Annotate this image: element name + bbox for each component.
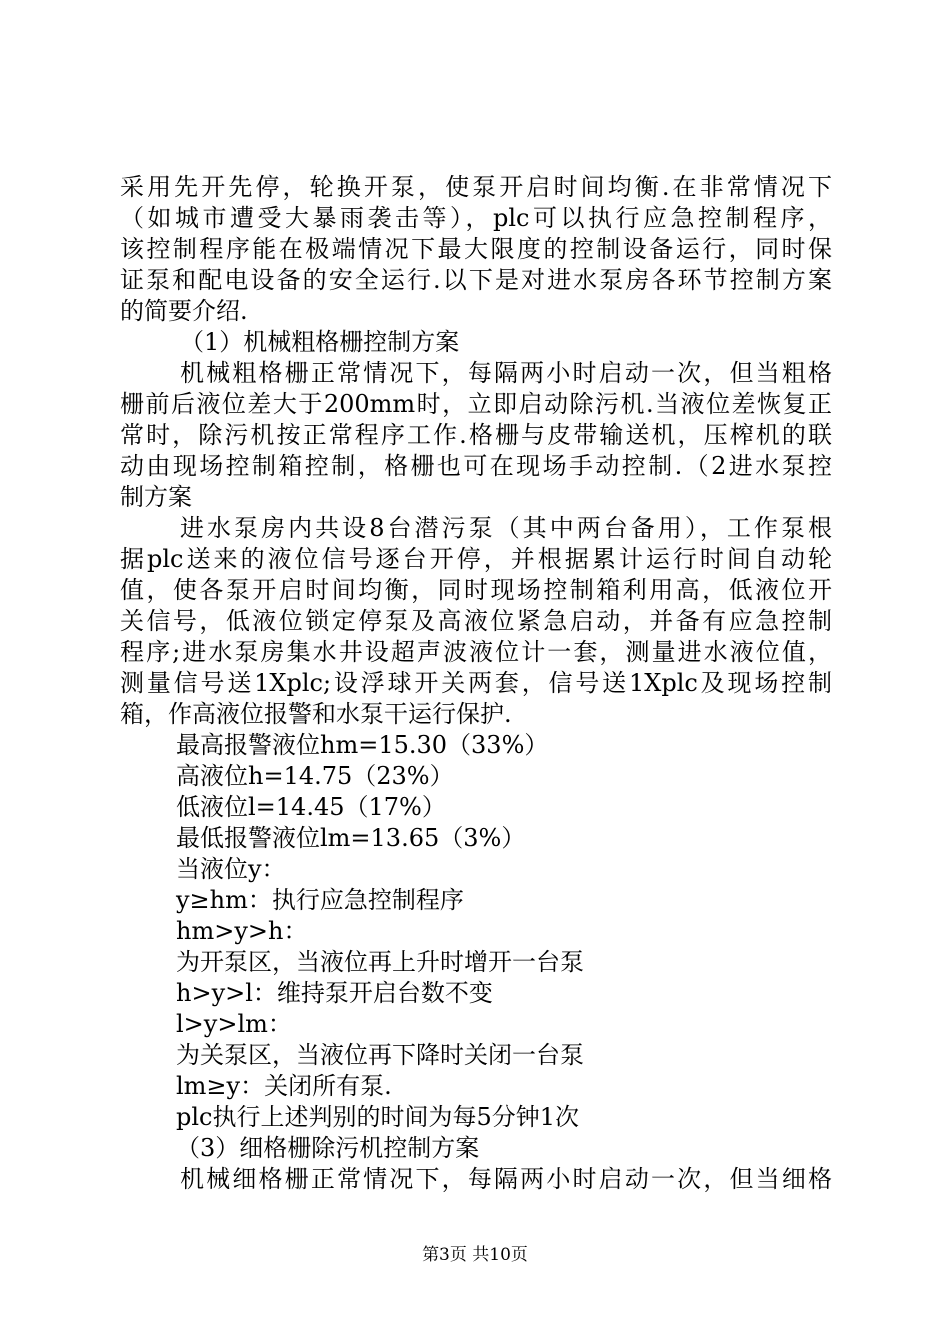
- condition-line: h>y>l：维持泵开启台数不变: [176, 979, 493, 1007]
- condition-line: l>y>lm：: [176, 1010, 292, 1038]
- page-number-footer: 第3页 共10页: [422, 1245, 528, 1265]
- text-line: 采用先开先停，轮换开泵，使泵开启时间均衡.在非常情况下: [120, 173, 832, 201]
- text-line: 栅前后液位差大于200mm时，立即启动除污机.当液位差恢复正: [120, 390, 832, 418]
- text-line: 关信号，低液位锁定停泵及高液位紧急启动，并备有应急控制: [120, 607, 832, 635]
- level-item: 低液位l=14.45（17%）: [176, 793, 446, 821]
- level-item: 最低报警液位lm=13.65（3%）: [176, 824, 526, 852]
- text-line: 程序;进水泵房集水井设超声波液位计一套，测量进水液位值，: [120, 638, 832, 666]
- text-line: （如城市遭受大暴雨袭击等），plc可以执行应急控制程序，: [120, 204, 832, 232]
- document-body: [120, 172, 832, 1195]
- text-line: 证泵和配电设备的安全运行.以下是对进水泵房各环节控制方案: [120, 266, 832, 294]
- section-heading: （3）细格栅除污机控制方案: [176, 1134, 480, 1162]
- condition-line: 为开泵区，当液位再上升时增开一台泵: [176, 948, 584, 976]
- text-line: 值，使各泵开启时间均衡，同时现场控制箱利用高，低液位开: [120, 576, 832, 604]
- section-heading: （1）机械粗格栅控制方案: [180, 328, 460, 356]
- text-line: 机械细格栅正常情况下，每隔两小时启动一次，但当细格: [180, 1165, 832, 1193]
- text-line: 箱，作高液位报警和水泵干运行保护.: [120, 700, 512, 728]
- text-line: 测量信号送1Xplc;设浮球开关两套，信号送1Xplc及现场控制: [120, 669, 832, 697]
- level-item: 最高报警液位hm=15.30（33%）: [176, 731, 549, 759]
- text-line: 的简要介绍.: [120, 297, 248, 325]
- text-line: 动由现场控制箱控制，格栅也可在现场手动控制.（2进水泵控: [120, 452, 832, 480]
- text-line: 制方案: [120, 483, 192, 511]
- text-line: 机械粗格栅正常情况下，每隔两小时启动一次，但当粗格: [180, 359, 832, 387]
- condition-line: y≥hm：执行应急控制程序: [176, 886, 464, 914]
- text-line: 进水泵房内共设8台潜污泵（其中两台备用），工作泵根: [180, 514, 832, 542]
- text-line: 当液位y：: [176, 855, 286, 883]
- text-line: 据plc送来的液位信号逐台开停，并根据累计运行时间自动轮: [120, 545, 832, 573]
- condition-line: lm≥y：关闭所有泵.: [176, 1072, 392, 1100]
- text-line: 常时，除污机按正常程序工作.格栅与皮带输送机，压榨机的联: [120, 421, 832, 449]
- text-line: 该控制程序能在极端情况下最大限度的控制设备运行，同时保: [120, 235, 832, 263]
- text-line: plc执行上述判别的时间为每5分钟1次: [176, 1103, 580, 1131]
- condition-line: hm>y>h：: [176, 917, 308, 945]
- level-item: 高液位h=14.75（23%）: [176, 762, 454, 790]
- condition-line: 为关泵区，当液位再下降时关闭一台泵: [176, 1041, 584, 1069]
